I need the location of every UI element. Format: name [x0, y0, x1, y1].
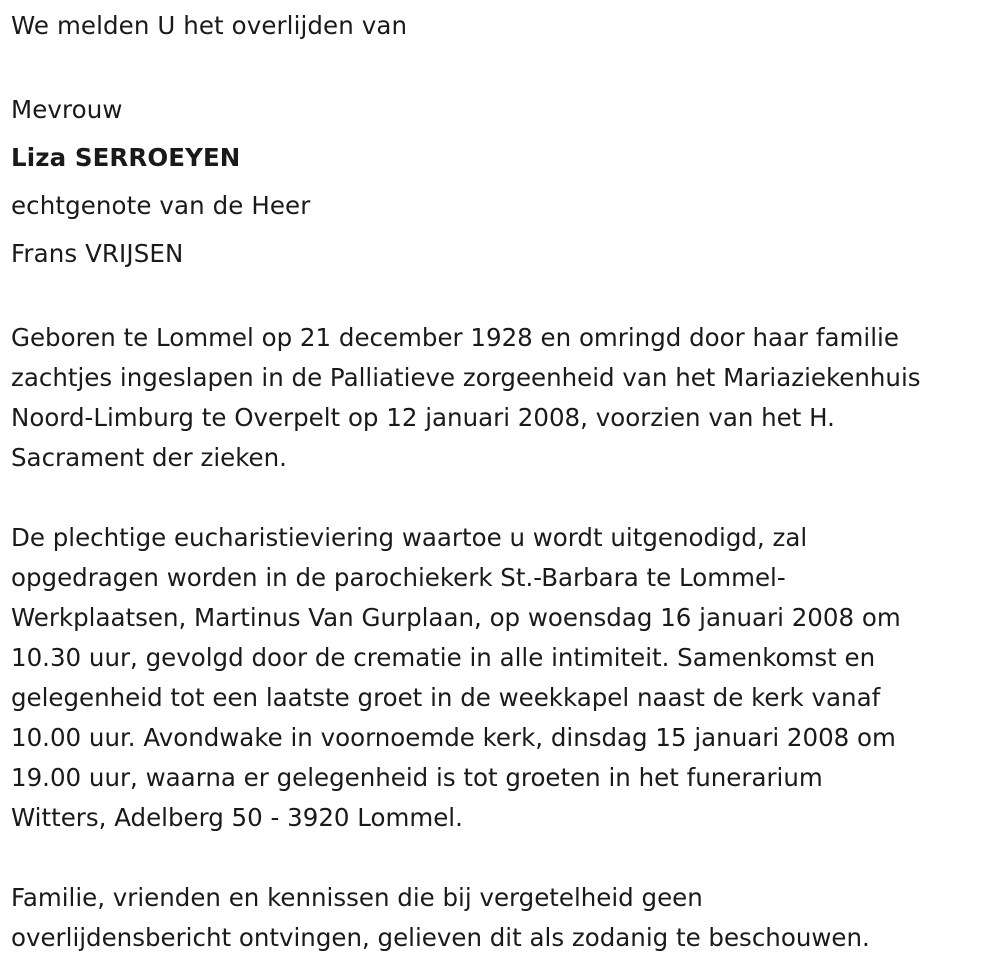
intro-text: We melden U het overlijden van — [11, 11, 408, 40]
deceased-relation: echtgenote van de Heer — [11, 191, 311, 220]
deceased-name: Liza SERROEYEN — [11, 143, 241, 172]
paragraph-line: Familie, vrienden en kennissen die bij vergetelheid geen — [11, 883, 703, 912]
paragraph-line: 10.00 uur. Avondwake in voornoemde kerk, dinsdag 15 januari 2008 om — [11, 723, 896, 752]
paragraph-line: Witters, Adelberg 50 - 3920 Lommel. — [11, 803, 463, 832]
closing-paragraph — [11, 878, 996, 958]
deceased-title: Mevrouw — [11, 95, 123, 124]
ceremony-paragraph — [11, 518, 996, 838]
paragraph-line: zachtjes ingeslapen in de Palliatieve zorgeenheid van het Mariaziekenhuis — [11, 363, 921, 392]
paragraph-line: Geboren te Lommel op 21 december 1928 en omringd door haar familie — [11, 323, 899, 352]
paragraph-line: De plechtige eucharistieviering waartoe u wordt uitgenodigd, zal — [11, 523, 808, 552]
birth-death-paragraph — [11, 318, 996, 478]
spouse-name: Frans VRIJSEN — [11, 239, 184, 268]
obituary-notice — [11, 0, 996, 958]
paragraph-line: gelegenheid tot een laatste groet in de weekkapel naast de kerk vanaf — [11, 683, 881, 712]
paragraph-line: 19.00 uur, waarna er gelegenheid is tot groeten in het funerarium — [11, 763, 823, 792]
paragraph-line: Werkplaatsen, Martinus Van Gurplaan, op woensdag 16 januari 2008 om — [11, 603, 901, 632]
paragraph-line: Noord-Limburg te Overpelt op 12 januari 2008, voorzien van het H. — [11, 403, 835, 432]
paragraph-line: Sacrament der zieken. — [11, 443, 287, 472]
paragraph-line: opgedragen worden in de parochiekerk St.-Barbara te Lommel- — [11, 563, 786, 592]
paragraph-line: 10.30 uur, gevolgd door de crematie in alle intimiteit. Samenkomst en — [11, 643, 876, 672]
paragraph-line: overlijdensbericht ontvingen, gelieven dit als zodanig te beschouwen. — [11, 923, 870, 952]
deceased-block — [11, 86, 996, 278]
